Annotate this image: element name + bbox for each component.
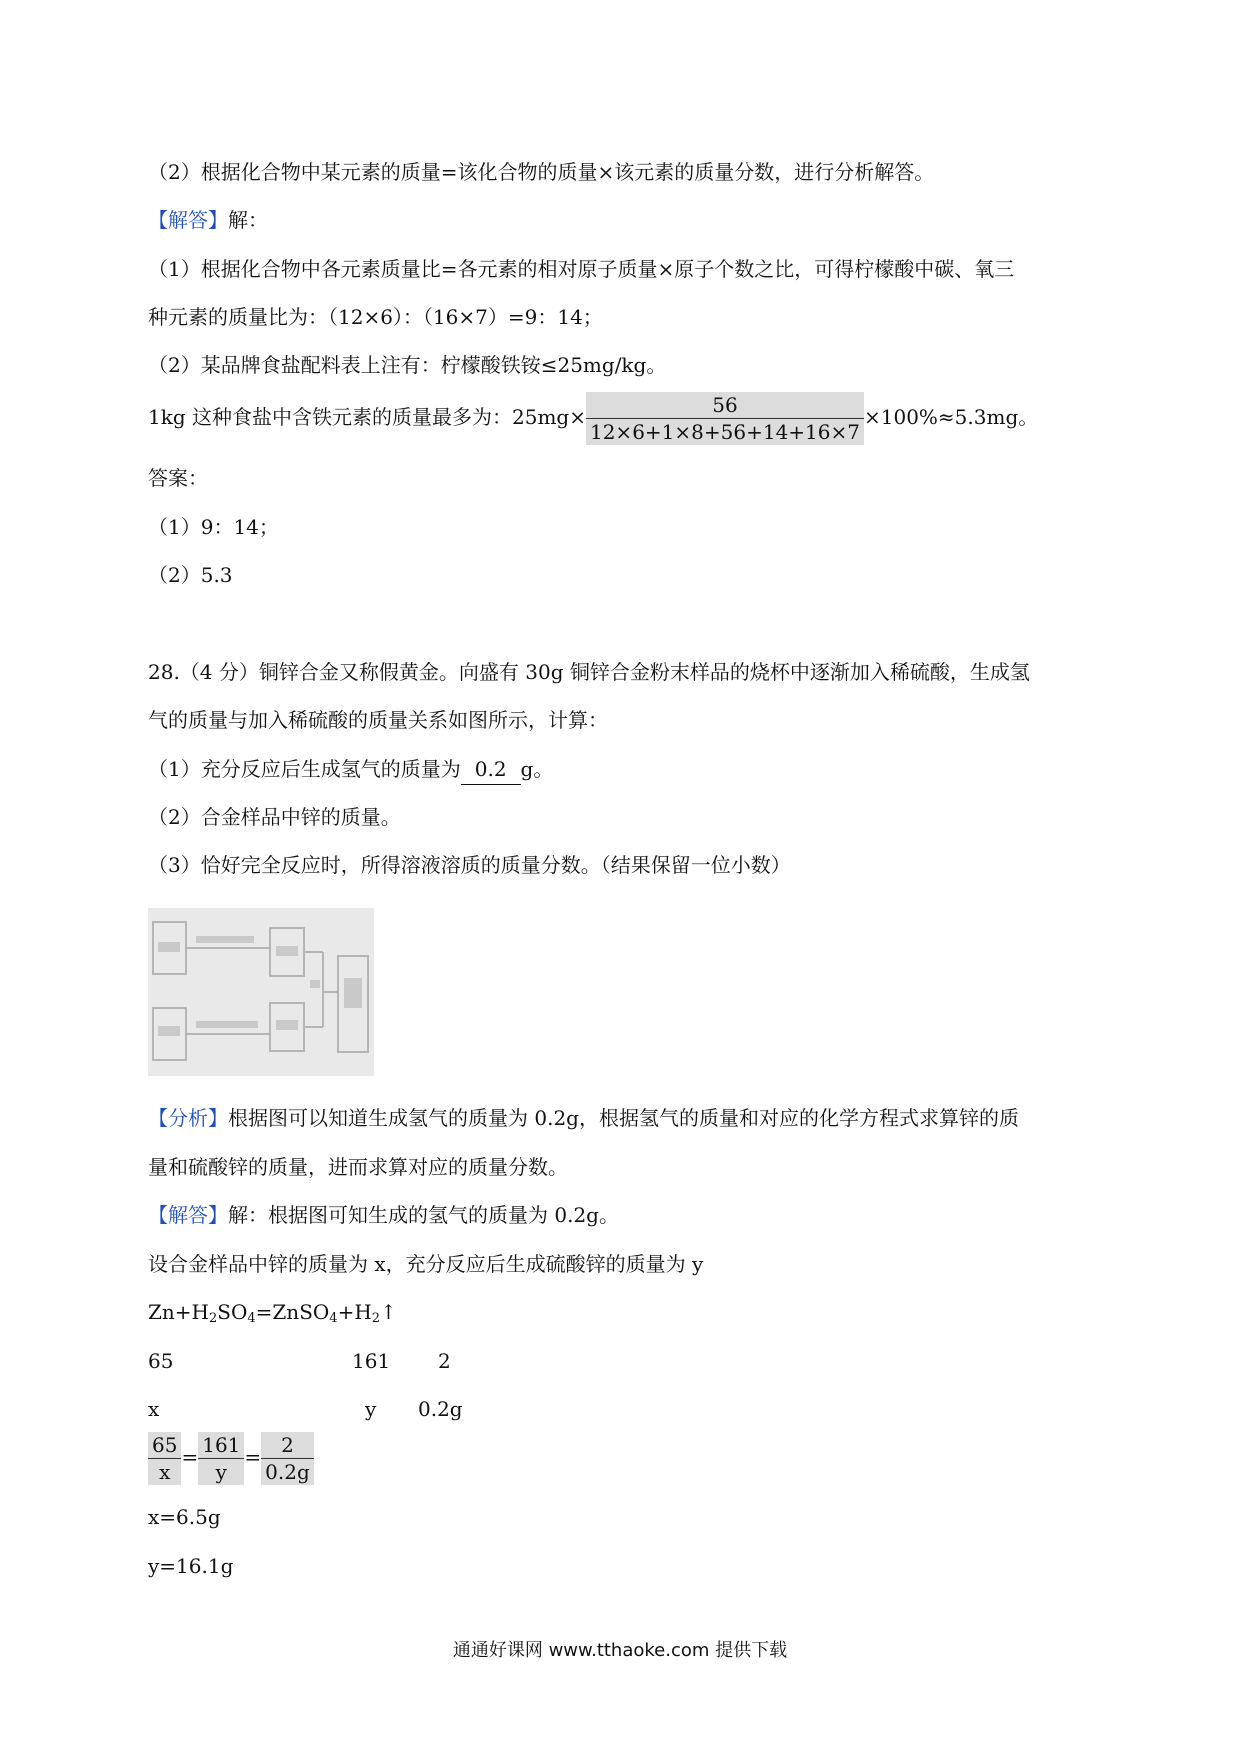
solution-line <box>148 1200 619 1230</box>
molar-mass-65: 65 <box>148 1349 174 1373</box>
part-1-prefix: （1）充分反应后生成氢气的质量为 <box>148 757 461 781</box>
fraction-numerator: 56 <box>586 392 864 419</box>
eq-part: =ZnSO <box>255 1300 330 1324</box>
text-line: 种元素的质量比为：（12×6）：（16×7）=9：14； <box>148 305 603 329</box>
equals-sign: = <box>244 1445 262 1469</box>
text-line: （1）根据化合物中各元素质量比=各元素的相对原子质量×原子个数之比，可得柠檬酸中碳、氧三 <box>148 257 1015 281</box>
fraction-denominator: 0.2g <box>265 1460 310 1484</box>
eq-part: Zn+H <box>148 1300 209 1324</box>
answer-heading <box>148 205 268 235</box>
text-line: （1）9：14； <box>148 515 279 539</box>
var-x: x <box>148 1397 160 1421</box>
formula-suffix: ×100%≈5.3mg。 <box>863 405 1039 429</box>
solution-tag: 【解答】 <box>148 1203 228 1227</box>
value-0-2g: 0.2g <box>418 1397 463 1421</box>
fraction-denominator: y <box>215 1460 227 1484</box>
answer-intro: 解： <box>228 208 268 232</box>
question-28-text: 28.（4 分）铜锌合金又称假黄金。向盛有 30g 铜锌合金粉末样品的烧杯中逐渐加入稀硫酸，生成氢 <box>148 660 1030 684</box>
fraction <box>586 392 864 445</box>
analysis-text: 根据图可以知道生成氢气的质量为 0.2g，根据氢气的质量和对应的化学方程式求算锌的质 <box>228 1106 1019 1130</box>
result-x: x=6.5g <box>148 1505 221 1529</box>
analysis-line: 量和硫酸锌的质量，进而求算对应的质量分数。 <box>148 1155 568 1179</box>
answer-tag: 【解答】 <box>148 208 228 232</box>
fraction <box>198 1432 244 1485</box>
molar-mass-2: 2 <box>438 1349 451 1373</box>
question-28-text: 气的质量与加入稀硫酸的质量关系如图所示，计算： <box>148 708 608 732</box>
formula-prefix: 1kg 这种食盐中含铁元素的质量最多为：25mg× <box>148 405 586 429</box>
molar-mass-161: 161 <box>352 1349 391 1373</box>
eq-subscript: 4 <box>247 1311 256 1326</box>
analysis-tag: 【分析】 <box>148 1106 228 1130</box>
fraction <box>261 1432 314 1485</box>
eq-subscript: 2 <box>371 1311 381 1326</box>
eq-part: +H <box>337 1300 372 1324</box>
proportion-equation <box>148 1432 314 1485</box>
result-y: y=16.1g <box>148 1554 234 1578</box>
fraction-denominator: 12×6+1×8+56+14+16×7 <box>589 420 860 444</box>
var-y: y <box>365 1397 377 1421</box>
page-footer: 通通好课网 www.tthaoke.com 提供下载 <box>452 1640 788 1661</box>
text-line: （2）某品牌食盐配料表上注有：柠檬酸铁铵≤25mg/kg。 <box>148 353 667 377</box>
fraction-numerator: 65 <box>148 1432 181 1459</box>
text-line: 设合金样品中锌的质量为 x，充分反应后生成硫酸锌的质量为 y <box>148 1252 704 1276</box>
chemical-equation <box>148 1297 397 1334</box>
solution-text: 解：根据图可知生成的氢气的质量为 0.2g。 <box>228 1203 619 1227</box>
text-line: （2）5.3 <box>148 563 233 587</box>
experiment-flow-figure <box>148 908 374 1076</box>
eq-subscript: 2 <box>208 1311 218 1326</box>
fraction <box>148 1432 181 1485</box>
fraction-numerator: 161 <box>198 1432 244 1459</box>
text-line: 答案： <box>148 466 208 490</box>
equals-sign: = <box>181 1445 199 1469</box>
gas-arrow-icon: ↑ <box>380 1300 397 1324</box>
analysis-line <box>148 1103 1019 1133</box>
part-1-suffix: g。 <box>520 757 554 781</box>
answer-blank: 0.2 <box>461 754 521 785</box>
text-line: （2）根据化合物中某元素的质量=该化合物的质量×该元素的质量分数，进行分析解答。 <box>148 160 935 184</box>
fraction-denominator: x <box>159 1460 171 1484</box>
question-28-part-3: （3）恰好完全反应时，所得溶液溶质的质量分数。（结果保留一位小数） <box>148 853 791 877</box>
eq-subscript: 4 <box>329 1311 338 1326</box>
eq-part: SO <box>217 1300 248 1324</box>
fraction-numerator: 2 <box>261 1432 314 1459</box>
question-28-part-1 <box>148 754 553 785</box>
iron-mass-formula <box>148 392 1038 445</box>
faded-diagram <box>148 908 374 1076</box>
question-28-part-2: （2）合金样品中锌的质量。 <box>148 805 401 829</box>
